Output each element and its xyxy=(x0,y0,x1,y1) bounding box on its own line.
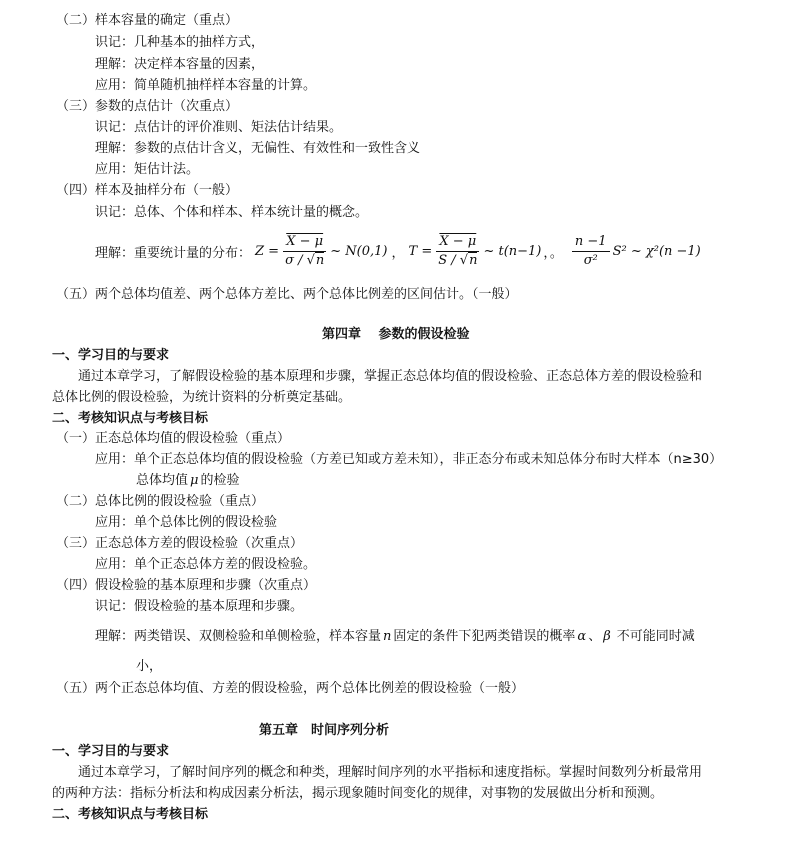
t-lhs: T = xyxy=(408,243,433,259)
section-heading-sampling-distribution: （四）样本及抽样分布（一般） xyxy=(56,183,239,198)
understand-line: 理解：决定样本容量的因素， xyxy=(95,57,265,72)
item-heading: （四）假设检验的基本原理和步骤（次重点） xyxy=(56,578,317,593)
separator: ， xyxy=(391,245,405,261)
n-symbol: n xyxy=(383,629,392,644)
item-heading: （一）正态总体均值的假设检验（重点） xyxy=(56,431,291,446)
apply-line: 应用：矩估计法。 xyxy=(95,162,200,177)
recall-line: 识记：总体、个体和样本、样本统计量的概念。 xyxy=(95,205,369,220)
part-heading: 二、考核知识点与考核目标 xyxy=(52,807,209,822)
t-denominator: S / √n xyxy=(438,252,478,268)
mu-symbol: μ xyxy=(190,473,199,488)
text-fragment: 不可能同时减 xyxy=(616,629,695,644)
understand-prefix: 理解：重要统计量的分布： xyxy=(95,245,252,261)
text-fragment: 总体均值 xyxy=(136,473,189,488)
section-heading-sample-size: （二）样本容量的确定（重点） xyxy=(56,13,239,28)
paragraph-line: 通过本章学习，了解时间序列的概念和种类，理解时间序列的水平指标和速度指标。掌握时间数列分析最常用 xyxy=(78,765,703,780)
section-heading-interval-estimate: （五）两个总体均值差、两个总体方差比、两个总体比例差的区间估计。（一般） xyxy=(56,287,518,302)
z-lhs: Z = xyxy=(255,243,280,259)
section-heading-point-estimate: （三）参数的点估计（次重点） xyxy=(56,99,239,114)
part-heading: 二、考核知识点与考核目标 xyxy=(52,411,209,426)
paragraph-line: 通过本章学习，了解假设检验的基本原理和步骤，掌握正态总体均值的假设检验、正态总体方差的假设检验和 xyxy=(78,369,703,384)
distribution-formula xyxy=(95,231,701,271)
z-denominator: σ / √n xyxy=(285,252,325,268)
understand-line xyxy=(95,628,695,646)
apply-line: 应用：简单随机抽样样本容量的计算。 xyxy=(95,78,317,93)
apply-line: 应用：单个总体比例的假设检验 xyxy=(95,515,278,530)
understand-line: 理解：参数的点估计含义，无偏性、有效性和一致性含义 xyxy=(95,141,421,156)
t-numerator: X − μ xyxy=(436,234,479,252)
part-heading: 一、学习目的与要求 xyxy=(52,744,170,759)
separator: ，。 xyxy=(543,245,563,261)
sqrt-n: n xyxy=(469,252,478,268)
sqrt-n: n xyxy=(315,252,325,268)
apply-line: 应用：单个正态总体均值的假设检验（方差已知或方差未知），非正态分布或未知总体分布时大样本（n≥30） xyxy=(95,452,723,467)
s-symbol: S / xyxy=(438,252,460,268)
z-fraction xyxy=(282,234,327,269)
recall-line: 识记：假设检验的基本原理和步骤。 xyxy=(95,599,304,614)
text-fragment: 的检验 xyxy=(200,473,240,488)
chi-fraction xyxy=(572,234,610,269)
chi-denominator: σ² xyxy=(583,252,598,268)
paragraph-line: 的两种方法：指标分析法和构成因素分析法，揭示现象随时间变化的规律，对事物的发展做出分析和预测。 xyxy=(52,786,664,801)
z-numerator: X − μ xyxy=(283,234,326,252)
item-heading: （三）正态总体方差的假设检验（次重点） xyxy=(56,536,304,551)
t-fraction xyxy=(435,234,480,269)
item-heading: （二）总体比例的假设检验（重点） xyxy=(56,494,265,509)
chi-numerator: n −1 xyxy=(572,234,610,252)
chi-rhs: S² ~ χ²(n −1) xyxy=(612,243,701,259)
t-rhs: ~ t(n−1) xyxy=(483,243,542,259)
beta-symbol: β xyxy=(603,629,611,644)
text-fragment: 固定的条件下犯两类错误的概率 xyxy=(393,629,576,644)
apply-line-continued xyxy=(136,472,239,490)
sigma-symbol: σ / xyxy=(285,252,307,268)
paragraph-line: 总体比例的假设检验，为统计资料的分析奠定基础。 xyxy=(52,390,352,405)
chapter-title: 第四章 参数的假设检验 xyxy=(322,327,470,342)
z-rhs: ~ N(0,1) xyxy=(330,243,388,259)
text-fragment: 、 xyxy=(588,629,602,644)
apply-line: 应用：单个正态总体方差的假设检验。 xyxy=(95,557,317,572)
understand-line-continued: 小， xyxy=(136,659,163,674)
part-heading: 一、学习目的与要求 xyxy=(52,348,170,363)
alpha-symbol: α xyxy=(577,629,587,644)
recall-line: 识记：点估计的评价准则、矩法估计结果。 xyxy=(95,120,343,135)
recall-line: 识记：几种基本的抽样方式， xyxy=(95,35,265,50)
chapter-title: 第五章 时间序列分析 xyxy=(259,723,390,738)
item-heading: （五）两个正态总体均值、方差的假设检验，两个总体比例差的假设检验（一般） xyxy=(56,681,525,696)
text-fragment: 理解：两类错误、双侧检验和单侧检验，样本容量 xyxy=(95,629,382,644)
